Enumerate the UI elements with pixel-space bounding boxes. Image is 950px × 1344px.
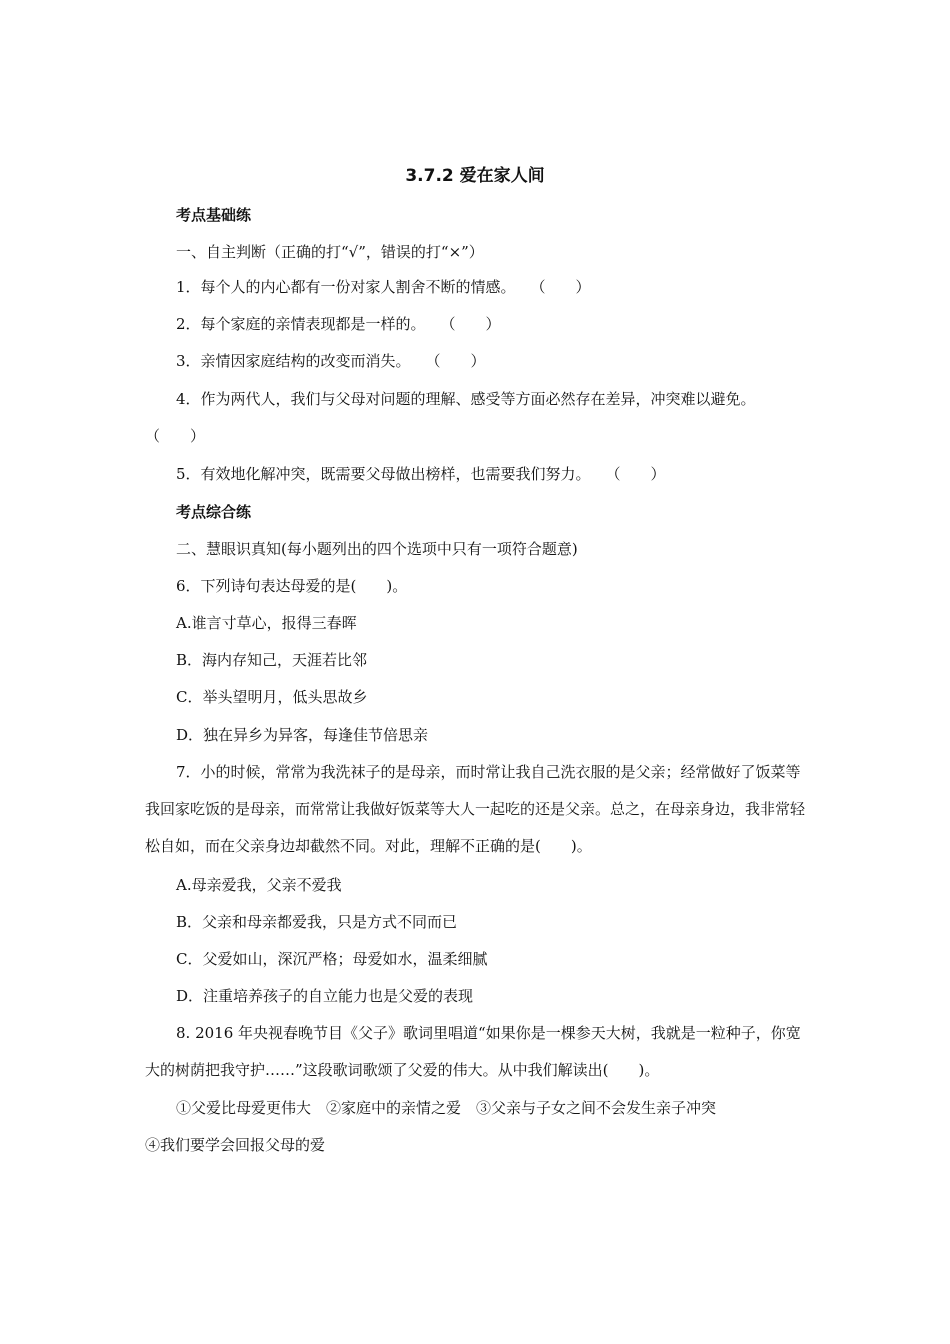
judgment-item-1: 1．每个人的内心都有一份对家人割舍不断的情感。 （ ） [176,278,591,296]
question-6-option-d: D．独在异乡为异客，每逢佳节倍思亲 [176,726,429,744]
judgment-item-3: 3．亲情因家庭结构的改变而消失。 （ ） [176,352,486,370]
question-6-option-a: A.谁言寸草心，报得三春晖 [176,614,357,632]
question-8-stem: 8. 2016 年央视春晚节目《父子》歌词里唱道“如果你是一棵参天大树，我就是一粒种子，你宽大的树荫把我守护……”这段歌词歌颂了父爱的伟大。从中我们解读出( )。 [145,1024,801,1079]
page-title: 3.7.2 爱在家人间 [405,166,545,186]
question-6-option-c: C．举头望明月，低头思故乡 [176,688,368,706]
section-heading-basic: 考点基础练 [176,206,252,224]
part-title-judgment: 一、自主判断（正确的打“√”，错误的打“×”） [176,243,484,261]
judgment-item-5: 5．有效地化解冲突，既需要父母做出榜样，也需要我们努力。 （ ） [176,465,666,483]
question-7-option-c: C．父爱如山，深沉严格；母爱如水，温柔细腻 [176,950,488,968]
question-8-statements-line2: ④我们要学会回报父母的爱 [145,1136,326,1154]
question-7-option-b: B．父亲和母亲都爱我，只是方式不同而已 [176,913,458,931]
question-8-statements-line1: ①父爱比母爱更伟大 ②家庭中的亲情之爱 ③父亲与子女之间不会发生亲子冲突 [176,1099,717,1117]
judgment-item-4-bracket: （ ） [145,427,206,445]
judgment-item-4: 4．作为两代人，我们与父母对问题的理解、感受等方面必然存在差异，冲突难以避免。 [176,390,756,408]
question-6-option-b: B．海内存知己，天涯若比邻 [176,651,368,669]
question-7-option-d: D．注重培养孩子的自立能力也是父爱的表现 [176,987,474,1005]
judgment-item-2: 2．每个家庭的亲情表现都是一样的。 （ ） [176,315,501,333]
section-heading-comprehensive: 考点综合练 [176,503,252,521]
part-title-choice: 二、慧眼识真知(每小题列出的四个选项中只有一项符合题意) [176,540,578,558]
question-7-stem: 7．小的时候，常常为我洗袜子的是母亲，而时常让我自己洗衣服的是父亲；经常做好了饭菜等我回家吃饭的是母亲，而常常让我做好饭菜等大人一起吃的还是父亲。总之，在母亲身边，我非常轻松自如，而在父亲身边却截然不同。对此，理解不正确的是( )。 [145,763,806,855]
question-6-stem: 6．下列诗句表达母爱的是( )。 [176,577,408,595]
question-7-option-a: A.母亲爱我，父亲不爱我 [176,876,342,894]
